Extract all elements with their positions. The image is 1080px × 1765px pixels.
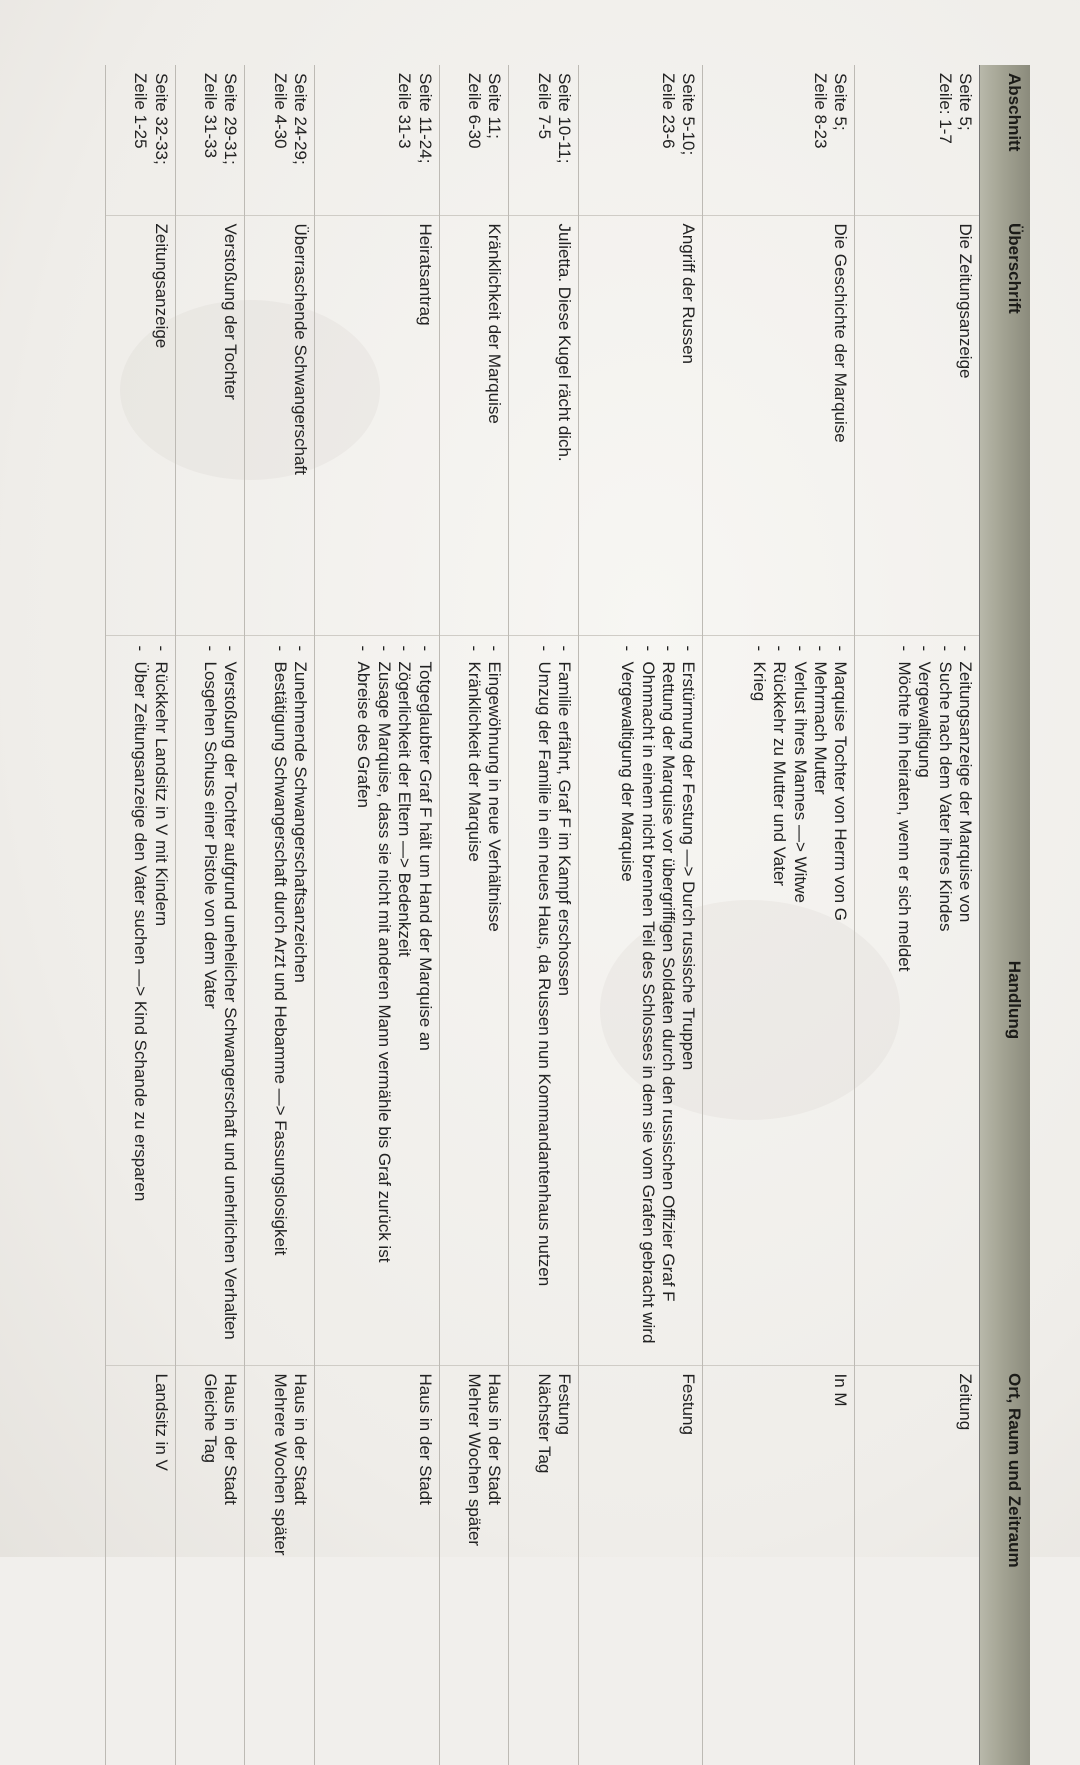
plot-item: - Zeitungsanzeige der Marquise von bbox=[955, 644, 975, 1357]
cell-plot bbox=[578, 635, 703, 1365]
cell-place: Landsitz in V bbox=[106, 1365, 176, 1765]
plot-item: - Vergewaltigung bbox=[914, 644, 934, 1357]
cell-plot bbox=[509, 635, 579, 1365]
plot-list bbox=[617, 644, 699, 1357]
cell-place: Haus in der Stadt Gleiche Tag bbox=[175, 1365, 245, 1765]
plot-list bbox=[130, 644, 171, 1357]
plot-list bbox=[463, 644, 504, 1357]
plot-item: - Zögerlichkeit der Eltern —> Bedenkzeit bbox=[394, 644, 414, 1357]
cell-plot bbox=[703, 635, 855, 1365]
plot-item: - Mehrmach Mutter bbox=[810, 644, 830, 1357]
header-row bbox=[980, 65, 1031, 1765]
plot-item: - Zusage Marquise, dass sie nicht mit anderen Mann vermähle bis Graf zurück ist bbox=[373, 644, 393, 1357]
plot-item: - Kränklichkeit der Marquise bbox=[463, 644, 483, 1357]
plot-item: - Zunehmende Schwangerschaftsanzeichen bbox=[290, 644, 310, 1357]
cell-plot bbox=[175, 635, 245, 1365]
plot-item: - Familie erfährt, Graf F im Kampf erschossen bbox=[554, 644, 574, 1357]
cell-place: Haus in der Stadt bbox=[315, 1365, 440, 1765]
plot-item: - Verstoßung der Tochter aufgrund unehelicher Schwangerschaft und unehrlichen Verhalten bbox=[220, 644, 240, 1357]
cell-place: Haus in der Stadt Mehrere Wochen später bbox=[245, 1365, 315, 1765]
plot-list bbox=[353, 644, 435, 1357]
plot-item: - Über Zeitungsanzeige den Vater suchen —> Kind Schande zu ersparen bbox=[130, 644, 150, 1357]
table-row bbox=[703, 65, 855, 1765]
cell-title: Die Geschichte der Marquise bbox=[703, 215, 855, 635]
plot-item: - Verlust ihres Mannes —> Witwe bbox=[789, 644, 809, 1357]
header-title: Überschrift bbox=[980, 215, 1031, 635]
cell-section: Seite 24-29; Zeile 4-30 bbox=[245, 65, 315, 215]
table-body bbox=[106, 65, 980, 1765]
cell-plot bbox=[855, 635, 980, 1365]
cell-section: Seite 29-31; Zeile 31-33 bbox=[175, 65, 245, 215]
synopsis-table bbox=[105, 65, 1030, 1765]
cell-section: Seite 5-10; Zeile 23-6 bbox=[578, 65, 703, 215]
plot-list bbox=[533, 644, 574, 1357]
cell-plot bbox=[245, 635, 315, 1365]
plot-item: - Totgeglaubter Graf F hält um Hand der Marquise an bbox=[414, 644, 434, 1357]
plot-item: - Rückkehr Landsitz in V mit Kindern bbox=[150, 644, 170, 1357]
plot-list bbox=[269, 644, 310, 1357]
cell-section: Seite 11; Zeile 6-30 bbox=[439, 65, 509, 215]
plot-item: - Bestätigung Schwangerschaft durch Arzt und Hebamme —> Fassungslosigkeit bbox=[269, 644, 289, 1357]
cell-section: Seite 11-24; Zeile 31-3 bbox=[315, 65, 440, 215]
table-row bbox=[106, 65, 176, 1765]
cell-plot bbox=[106, 635, 176, 1365]
cell-title: Die Zeitungsanzeige bbox=[855, 215, 980, 635]
cell-section: Seite 10-11; Zeile 7-5 bbox=[509, 65, 579, 215]
plot-item: - Rettung der Marquise vor übergriffigen Soldaten durch den russischen Offizier Graf F bbox=[658, 644, 678, 1357]
header-section: Abschnitt bbox=[980, 65, 1031, 215]
cell-title: Kränklichkeit der Marquise bbox=[439, 215, 509, 635]
plot-item: - Ohnmacht in einem nicht brennen Teil des Schlosses in dem sie vom Grafen gebracht wird bbox=[637, 644, 657, 1357]
plot-list bbox=[893, 644, 975, 1357]
plot-item: - Möchte ihn heiraten, wenn er sich meldet bbox=[893, 644, 913, 1357]
cell-title: Angriff der Russen bbox=[578, 215, 703, 635]
cell-place: Festung bbox=[578, 1365, 703, 1765]
cell-place: Zeitung bbox=[855, 1365, 980, 1765]
table-row bbox=[245, 65, 315, 1765]
plot-item: - Eingewöhnung in neue Verhältnisse bbox=[484, 644, 504, 1357]
cell-title: Heiratsantrag bbox=[315, 215, 440, 635]
plot-item: - Erstürmung der Festung —> Durch russische Truppen bbox=[678, 644, 698, 1357]
plot-item: - Losgehen Schuss einer Pistole von dem Vater bbox=[200, 644, 220, 1357]
cell-section: Seite 5; Zeile: 1-7 bbox=[855, 65, 980, 215]
table-row bbox=[509, 65, 579, 1765]
table-row bbox=[855, 65, 980, 1765]
plot-item: - Marquise Tochter von Herrn von G bbox=[830, 644, 850, 1357]
cell-place: Haus in der Stadt Mehrer Wochen später bbox=[439, 1365, 509, 1765]
plot-item: - Vergewaltigung der Marquise bbox=[617, 644, 637, 1357]
cell-place: Festung Nächster Tag bbox=[509, 1365, 579, 1765]
plot-item: - Suche nach dem Vater ihres Kindes bbox=[934, 644, 954, 1357]
cell-section: Seite 32-33; Zeile 1-25 bbox=[106, 65, 176, 215]
plot-list bbox=[200, 644, 241, 1357]
plot-item: - Krieg bbox=[749, 644, 769, 1357]
plot-item: - Umzug der Familie in ein neues Haus, da Russen nun Kommandantenhaus nutzen bbox=[533, 644, 553, 1357]
cell-title: Zeitungsanzeige bbox=[106, 215, 176, 635]
cell-section: Seite 5; Zeile 8-23 bbox=[703, 65, 855, 215]
table-row bbox=[439, 65, 509, 1765]
cell-place: In M bbox=[703, 1365, 855, 1765]
plot-list bbox=[749, 644, 851, 1357]
cell-title: Julietta. Diese Kugel rächt dich. bbox=[509, 215, 579, 635]
table-row bbox=[175, 65, 245, 1765]
table-row bbox=[315, 65, 440, 1765]
header-place: Ort, Raum und Zeitraum bbox=[980, 1365, 1031, 1765]
synopsis-table-rotated bbox=[105, 65, 1030, 1765]
cell-title: Überraschende Schwangerschaft bbox=[245, 215, 315, 635]
plot-item: - Abreise des Grafen bbox=[353, 644, 373, 1357]
plot-item: - Rückkehr zu Mutter und Vater bbox=[769, 644, 789, 1357]
header-plot: Handlung bbox=[980, 635, 1031, 1365]
cell-plot bbox=[315, 635, 440, 1365]
table-row bbox=[578, 65, 703, 1765]
cell-plot bbox=[439, 635, 509, 1365]
cell-title: Verstoßung der Tochter bbox=[175, 215, 245, 635]
